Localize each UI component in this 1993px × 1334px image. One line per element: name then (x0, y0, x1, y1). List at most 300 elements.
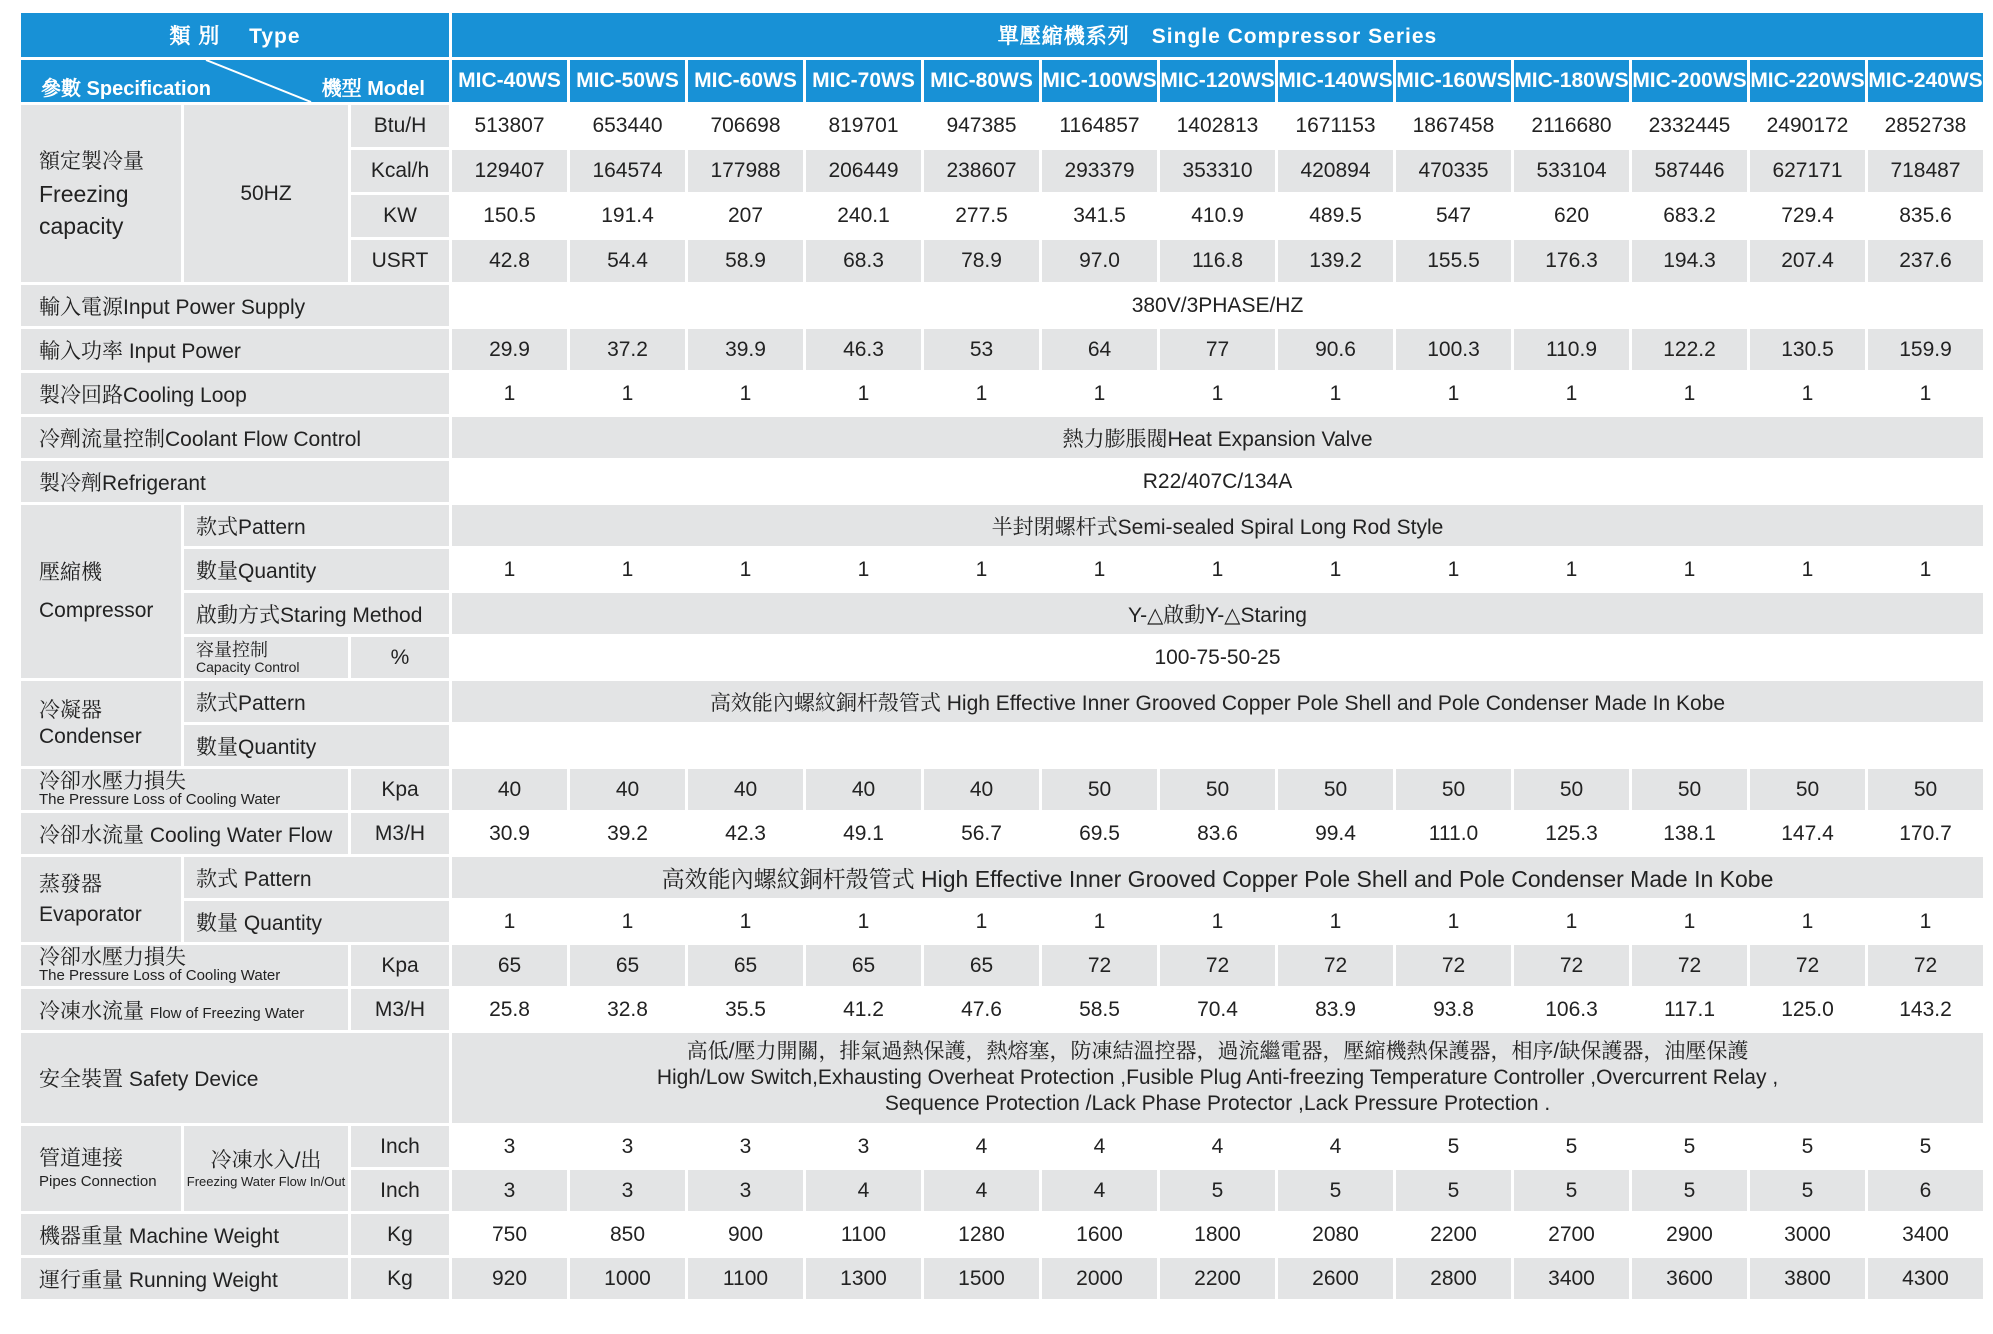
value-cell: 41.2 (806, 989, 921, 1030)
value-cell: 4 (1042, 1170, 1157, 1211)
value-cell: 587446 (1632, 150, 1747, 192)
value-cell: 1 (924, 549, 1039, 590)
power-supply-label: 輸入電源Input Power Supply (21, 285, 449, 326)
type-header: 類 別 Type (21, 13, 449, 57)
value-cell: 2490172 (1750, 105, 1865, 147)
value-cell: 53 (924, 329, 1039, 370)
value-cell: 40 (570, 769, 685, 810)
model-label: 機型 Model (321, 78, 425, 100)
value-cell: 72 (1160, 945, 1275, 986)
condenser-quantity-value (452, 725, 1983, 766)
value-cell: 191.4 (570, 195, 685, 237)
value-cell: 420894 (1278, 150, 1393, 192)
value-cell: 2852738 (1868, 105, 1983, 147)
value-cell: 65 (924, 945, 1039, 986)
evaporator-pattern-row (21, 857, 1983, 898)
value-cell: 150.5 (452, 195, 567, 237)
value-cell: 410.9 (1160, 195, 1275, 237)
value-cell: 54.4 (570, 240, 685, 282)
freezing-capacity-label: 額定製冷量 Freezing capacity (21, 105, 181, 282)
value-cell: 1 (1750, 549, 1865, 590)
value-cell: 5 (1632, 1126, 1747, 1167)
value-cell: 100.3 (1396, 329, 1511, 370)
value-cell: 547 (1396, 195, 1511, 237)
value-cell: 5 (1750, 1126, 1865, 1167)
input-power-label: 輸入功率 Input Power (21, 329, 449, 370)
value-cell: 40 (806, 769, 921, 810)
value-cell: 1 (1868, 901, 1983, 942)
value-cell: 653440 (570, 105, 685, 147)
value-cell: 2116680 (1514, 105, 1629, 147)
value-cell: 3 (806, 1126, 921, 1167)
value-cell: 1 (1750, 373, 1865, 414)
value-cell: 46.3 (806, 329, 921, 370)
refrigerant-label: 製冷劑Refrigerant (21, 461, 449, 502)
value-cell: 1 (570, 901, 685, 942)
value-cell: 129407 (452, 150, 567, 192)
evaporator-flow-row (21, 989, 1983, 1030)
value-cell: 533104 (1514, 150, 1629, 192)
value-cell: 5 (1750, 1170, 1865, 1211)
value-cell: 237.6 (1868, 240, 1983, 282)
value-cell: 206449 (806, 150, 921, 192)
value-cell: 3800 (1750, 1258, 1865, 1299)
value-cell: 39.2 (570, 813, 685, 854)
compressor-start-value: Y-△啟動Y-△Staring (452, 593, 1983, 634)
value-cell: 42.8 (452, 240, 567, 282)
capacity-control-label: 容量控制 Capacity Control (184, 637, 348, 678)
value-cell: 1100 (688, 1258, 803, 1299)
value-cell: 1 (688, 549, 803, 590)
value-cell: 49.1 (806, 813, 921, 854)
value-cell: 139.2 (1278, 240, 1393, 282)
value-cell: 4300 (1868, 1258, 1983, 1299)
unit-cell: M3/H (351, 989, 449, 1030)
value-cell: 42.3 (688, 813, 803, 854)
value-cell: 2332445 (1632, 105, 1747, 147)
cooling-loop-label: 製冷回路Cooling Loop (21, 373, 449, 414)
value-cell: 2200 (1396, 1214, 1511, 1255)
value-cell: 5 (1868, 1126, 1983, 1167)
value-cell: 3 (688, 1126, 803, 1167)
value-cell: 143.2 (1868, 989, 1983, 1030)
value-cell: 2200 (1160, 1258, 1275, 1299)
refrigerant-row (21, 461, 1983, 502)
value-cell: 3600 (1632, 1258, 1747, 1299)
compressor-quantity-row (21, 549, 1983, 590)
value-cell: 3 (452, 1126, 567, 1167)
value-cell: 4 (806, 1170, 921, 1211)
value-cell: 238607 (924, 150, 1039, 192)
value-cell: 683.2 (1632, 195, 1747, 237)
value-cell: 97.0 (1042, 240, 1157, 282)
value-cell: 40 (924, 769, 1039, 810)
value-cell: 64 (1042, 329, 1157, 370)
condenser-flow-row (21, 813, 1983, 854)
value-cell: 706698 (688, 105, 803, 147)
value-cell: 729.4 (1750, 195, 1865, 237)
value-cell: 83.9 (1278, 989, 1393, 1030)
running-weight-label: 運行重量 Running Weight (21, 1258, 348, 1299)
value-cell: 147.4 (1750, 813, 1865, 854)
model-name: MIC-200WS (1632, 60, 1747, 102)
model-name: MIC-70WS (806, 60, 921, 102)
unit-cell: Kpa (351, 945, 449, 986)
model-name: MIC-180WS (1514, 60, 1629, 102)
value-cell: 1 (1514, 901, 1629, 942)
condenser-quantity-label: 數量Quantity (184, 725, 449, 766)
model-name: MIC-100WS (1042, 60, 1157, 102)
value-cell: 72 (1514, 945, 1629, 986)
value-cell: 164574 (570, 150, 685, 192)
unit-cell: Btu/H (351, 105, 449, 147)
value-cell: 718487 (1868, 150, 1983, 192)
value-cell: 1 (1160, 901, 1275, 942)
unit-cell: Kg (351, 1214, 449, 1255)
condenser-pressure-label: 冷卻水壓力損失 The Pressure Loss of Cooling Water (21, 769, 348, 810)
value-cell: 1 (806, 901, 921, 942)
evaporator-label: 蒸發器 Evaporator (21, 857, 181, 942)
compressor-capacity-row (21, 637, 1983, 678)
value-cell: 1 (924, 373, 1039, 414)
value-cell: 4 (924, 1170, 1039, 1211)
value-cell: 277.5 (924, 195, 1039, 237)
value-cell: 2600 (1278, 1258, 1393, 1299)
safety-label: 安全裝置 Safety Device (21, 1033, 449, 1123)
value-cell: 47.6 (924, 989, 1039, 1030)
unit-cell: % (351, 637, 449, 678)
value-cell: 1 (1632, 373, 1747, 414)
series-header: 單壓縮機系列 Single Compressor Series (452, 13, 1983, 57)
refrigerant-value: R22/407C/134A (452, 461, 1983, 502)
value-cell: 65 (570, 945, 685, 986)
value-cell: 50 (1042, 769, 1157, 810)
value-cell: 1 (1868, 373, 1983, 414)
compressor-pattern-row (21, 505, 1983, 546)
value-cell: 35.5 (688, 989, 803, 1030)
model-name: MIC-80WS (924, 60, 1039, 102)
value-cell: 1 (1042, 901, 1157, 942)
compressor-start-row (21, 593, 1983, 634)
pipes-row (21, 1126, 1983, 1167)
value-cell: 3 (570, 1170, 685, 1211)
value-cell: 1100 (806, 1214, 921, 1255)
value-cell: 40 (452, 769, 567, 810)
model-name: MIC-220WS (1750, 60, 1865, 102)
coolant-flow-row (21, 417, 1983, 458)
unit-cell: M3/H (351, 813, 449, 854)
value-cell: 1867458 (1396, 105, 1511, 147)
value-cell: 1 (452, 373, 567, 414)
coolant-flow-value: 熱力膨脹閥Heat Expansion Valve (452, 417, 1983, 458)
value-cell: 1800 (1160, 1214, 1275, 1255)
value-cell: 3400 (1514, 1258, 1629, 1299)
unit-cell: Inch (351, 1126, 449, 1167)
value-cell: 1300 (806, 1258, 921, 1299)
value-cell: 65 (806, 945, 921, 986)
value-cell: 125.0 (1750, 989, 1865, 1030)
value-cell: 50 (1868, 769, 1983, 810)
value-cell: 1600 (1042, 1214, 1157, 1255)
value-cell: 4 (924, 1126, 1039, 1167)
model-name: MIC-240WS (1868, 60, 1983, 102)
value-cell: 99.4 (1278, 813, 1393, 854)
machine-weight-row (21, 1214, 1983, 1255)
compressor-start-label: 啟動方式Staring Method (184, 593, 449, 634)
value-cell: 111.0 (1396, 813, 1511, 854)
value-cell: 130.5 (1750, 329, 1865, 370)
value-cell: 90.6 (1278, 329, 1393, 370)
cooling-loop-row (21, 373, 1983, 414)
evaporator-pattern-value: 高效能內螺紋銅杆殼管式 High Effective Inner Grooved Copper Pole Shell and Pole Condenser Made In Kobe (452, 857, 1983, 898)
capacity-control-value: 100-75-50-25 (452, 637, 1983, 678)
value-cell: 900 (688, 1214, 803, 1255)
freq-label: 50HZ (184, 105, 348, 282)
value-cell: 1 (570, 549, 685, 590)
condenser-label: 冷凝器 Condenser (21, 681, 181, 766)
value-cell: 69.5 (1042, 813, 1157, 854)
value-cell: 70.4 (1160, 989, 1275, 1030)
model-name: MIC-50WS (570, 60, 685, 102)
safety-value: 高低/壓力開關，排氣過熱保護，熱熔塞，防凍結溫控器，過流繼電器，壓縮機熱保護器，相序/缺保護器，油壓保護 High/Low Switch,Exhausting Overheat Protection ,Fusible Plug Anti-freezing Temperature Controller ,Overcurrent Relay , Sequence Protection /Lack Phase Protector ,Lack Pressure Protection . (452, 1033, 1983, 1123)
value-cell: 947385 (924, 105, 1039, 147)
power-supply-value: 380V/3PHASE/HZ (452, 285, 1983, 326)
value-cell: 1402813 (1160, 105, 1275, 147)
value-cell: 68.3 (806, 240, 921, 282)
unit-cell: Kpa (351, 769, 449, 810)
value-cell: 25.8 (452, 989, 567, 1030)
value-cell: 3 (570, 1126, 685, 1167)
value-cell: 6 (1868, 1170, 1983, 1211)
value-cell: 627171 (1750, 150, 1865, 192)
value-cell: 750 (452, 1214, 567, 1255)
value-cell: 50 (1278, 769, 1393, 810)
value-cell: 341.5 (1042, 195, 1157, 237)
value-cell: 125.3 (1514, 813, 1629, 854)
value-cell: 1280 (924, 1214, 1039, 1255)
value-cell: 850 (570, 1214, 685, 1255)
value-cell: 819701 (806, 105, 921, 147)
unit-cell: Kcal/h (351, 150, 449, 192)
condenser-quantity-row (21, 725, 1983, 766)
value-cell: 2000 (1042, 1258, 1157, 1299)
value-cell: 110.9 (1514, 329, 1629, 370)
value-cell: 122.2 (1632, 329, 1747, 370)
value-cell: 2900 (1632, 1214, 1747, 1255)
value-cell: 3 (688, 1170, 803, 1211)
value-cell: 65 (452, 945, 567, 986)
value-cell: 50 (1396, 769, 1511, 810)
value-cell: 1 (1632, 901, 1747, 942)
value-cell: 1 (1750, 901, 1865, 942)
value-cell: 4 (1042, 1126, 1157, 1167)
value-cell: 620 (1514, 195, 1629, 237)
value-cell: 353310 (1160, 150, 1275, 192)
value-cell: 72 (1632, 945, 1747, 986)
value-cell: 489.5 (1278, 195, 1393, 237)
value-cell: 240.1 (806, 195, 921, 237)
evaporator-quantity-row (21, 901, 1983, 942)
value-cell: 50 (1750, 769, 1865, 810)
value-cell: 78.9 (924, 240, 1039, 282)
value-cell: 65 (688, 945, 803, 986)
value-cell: 72 (1868, 945, 1983, 986)
value-cell: 1500 (924, 1258, 1039, 1299)
safety-row (21, 1033, 1983, 1123)
power-supply-row (21, 285, 1983, 326)
spec-table (18, 10, 1986, 1302)
value-cell: 5 (1160, 1170, 1275, 1211)
value-cell: 1 (452, 901, 567, 942)
value-cell: 39.9 (688, 329, 803, 370)
value-cell: 1000 (570, 1258, 685, 1299)
value-cell: 1671153 (1278, 105, 1393, 147)
value-cell: 1 (1396, 373, 1511, 414)
evaporator-pattern-label: 款式 Pattern (184, 857, 449, 898)
unit-cell: Inch (351, 1170, 449, 1211)
value-cell: 1 (688, 901, 803, 942)
value-cell: 1 (688, 373, 803, 414)
model-name: MIC-40WS (452, 60, 567, 102)
evaporator-pressure-label: 冷卻水壓力損失 The Pressure Loss of Cooling Water (21, 945, 348, 986)
value-cell: 207.4 (1750, 240, 1865, 282)
running-weight-row (21, 1258, 1983, 1299)
value-cell: 4 (1160, 1126, 1275, 1167)
value-cell: 207 (688, 195, 803, 237)
value-cell: 117.1 (1632, 989, 1747, 1030)
value-cell: 5 (1514, 1170, 1629, 1211)
value-cell: 159.9 (1868, 329, 1983, 370)
value-cell: 470335 (1396, 150, 1511, 192)
value-cell: 58.9 (688, 240, 803, 282)
value-cell: 1 (1396, 901, 1511, 942)
value-cell: 5 (1396, 1126, 1511, 1167)
value-cell: 50 (1514, 769, 1629, 810)
value-cell: 50 (1160, 769, 1275, 810)
machine-weight-label: 機器重量 Machine Weight (21, 1214, 348, 1255)
value-cell: 194.3 (1632, 240, 1747, 282)
value-cell: 1 (1042, 549, 1157, 590)
model-name: MIC-60WS (688, 60, 803, 102)
value-cell: 93.8 (1396, 989, 1511, 1030)
value-cell: 29.9 (452, 329, 567, 370)
value-cell: 77 (1160, 329, 1275, 370)
condenser-pattern-row (21, 681, 1983, 722)
value-cell: 170.7 (1868, 813, 1983, 854)
value-cell: 176.3 (1514, 240, 1629, 282)
value-cell: 1 (452, 549, 567, 590)
spec-model-header (21, 60, 449, 102)
value-cell: 56.7 (924, 813, 1039, 854)
evaporator-quantity-label: 數量 Quantity (184, 901, 449, 942)
value-cell: 1 (570, 373, 685, 414)
condenser-flow-label: 冷卻水流量 Cooling Water Flow (21, 813, 348, 854)
value-cell: 1 (1514, 373, 1629, 414)
coolant-flow-label: 冷劑流量控制Coolant Flow Control (21, 417, 449, 458)
value-cell: 1 (1042, 373, 1157, 414)
value-cell: 5 (1514, 1126, 1629, 1167)
value-cell: 138.1 (1632, 813, 1747, 854)
value-cell: 1 (1160, 373, 1275, 414)
value-cell: 37.2 (570, 329, 685, 370)
value-cell: 1 (806, 549, 921, 590)
compressor-quantity-label: 數量Quantity (184, 549, 449, 590)
value-cell: 72 (1278, 945, 1393, 986)
unit-cell: KW (351, 195, 449, 237)
condenser-pattern-label: 款式Pattern (184, 681, 449, 722)
value-cell: 72 (1042, 945, 1157, 986)
pipes-label: 管道連接 Pipes Connection (21, 1126, 181, 1211)
value-cell: 4 (1278, 1126, 1393, 1167)
value-cell: 1 (1514, 549, 1629, 590)
model-row (21, 60, 1983, 102)
value-cell: 1 (1278, 549, 1393, 590)
value-cell: 3000 (1750, 1214, 1865, 1255)
model-name: MIC-140WS (1278, 60, 1393, 102)
value-cell: 3 (452, 1170, 567, 1211)
value-cell: 1 (1868, 549, 1983, 590)
value-cell: 83.6 (1160, 813, 1275, 854)
model-name: MIC-160WS (1396, 60, 1511, 102)
evaporator-pressure-row (21, 945, 1983, 986)
condenser-pressure-row (21, 769, 1983, 810)
value-cell: 40 (688, 769, 803, 810)
value-cell: 5 (1396, 1170, 1511, 1211)
spec-label: 參數 Specification (41, 78, 212, 100)
unit-cell: USRT (351, 240, 449, 282)
value-cell: 1 (806, 373, 921, 414)
value-cell: 1 (1160, 549, 1275, 590)
value-cell: 106.3 (1514, 989, 1629, 1030)
value-cell: 32.8 (570, 989, 685, 1030)
value-cell: 1 (924, 901, 1039, 942)
value-cell: 2800 (1396, 1258, 1511, 1299)
value-cell: 72 (1750, 945, 1865, 986)
value-cell: 3400 (1868, 1214, 1983, 1255)
input-power-row (21, 329, 1983, 370)
compressor-pattern-label: 款式Pattern (184, 505, 449, 546)
evaporator-flow-label: 冷凍水流量 Flow of Freezing Water (21, 989, 348, 1030)
value-cell: 1164857 (1042, 105, 1157, 147)
value-cell: 920 (452, 1258, 567, 1299)
value-cell: 5 (1278, 1170, 1393, 1211)
value-cell: 155.5 (1396, 240, 1511, 282)
value-cell: 50 (1632, 769, 1747, 810)
value-cell: 1 (1278, 373, 1393, 414)
value-cell: 2080 (1278, 1214, 1393, 1255)
value-cell: 58.5 (1042, 989, 1157, 1030)
value-cell: 30.9 (452, 813, 567, 854)
value-cell: 177988 (688, 150, 803, 192)
value-cell: 1 (1396, 549, 1511, 590)
value-cell: 116.8 (1160, 240, 1275, 282)
freezing-row (21, 105, 1983, 147)
condenser-pattern-value: 高效能內螺紋銅杆殼管式 High Effective Inner Grooved Copper Pole Shell and Pole Condenser Made In Kobe (452, 681, 1983, 722)
value-cell: 1 (1278, 901, 1393, 942)
value-cell: 513807 (452, 105, 567, 147)
pipes-sub-label: 冷凍水入/出 Freezing Water Flow In/Out (184, 1126, 348, 1211)
value-cell: 293379 (1042, 150, 1157, 192)
compressor-pattern-value: 半封閉螺杆式Semi-sealed Spiral Long Rod Style (452, 505, 1983, 546)
compressor-label: 壓縮機 Compressor (21, 505, 181, 678)
value-cell: 2700 (1514, 1214, 1629, 1255)
value-cell: 72 (1396, 945, 1511, 986)
value-cell: 1 (1632, 549, 1747, 590)
value-cell: 835.6 (1868, 195, 1983, 237)
unit-cell: Kg (351, 1258, 449, 1299)
value-cell: 5 (1632, 1170, 1747, 1211)
model-name: MIC-120WS (1160, 60, 1275, 102)
